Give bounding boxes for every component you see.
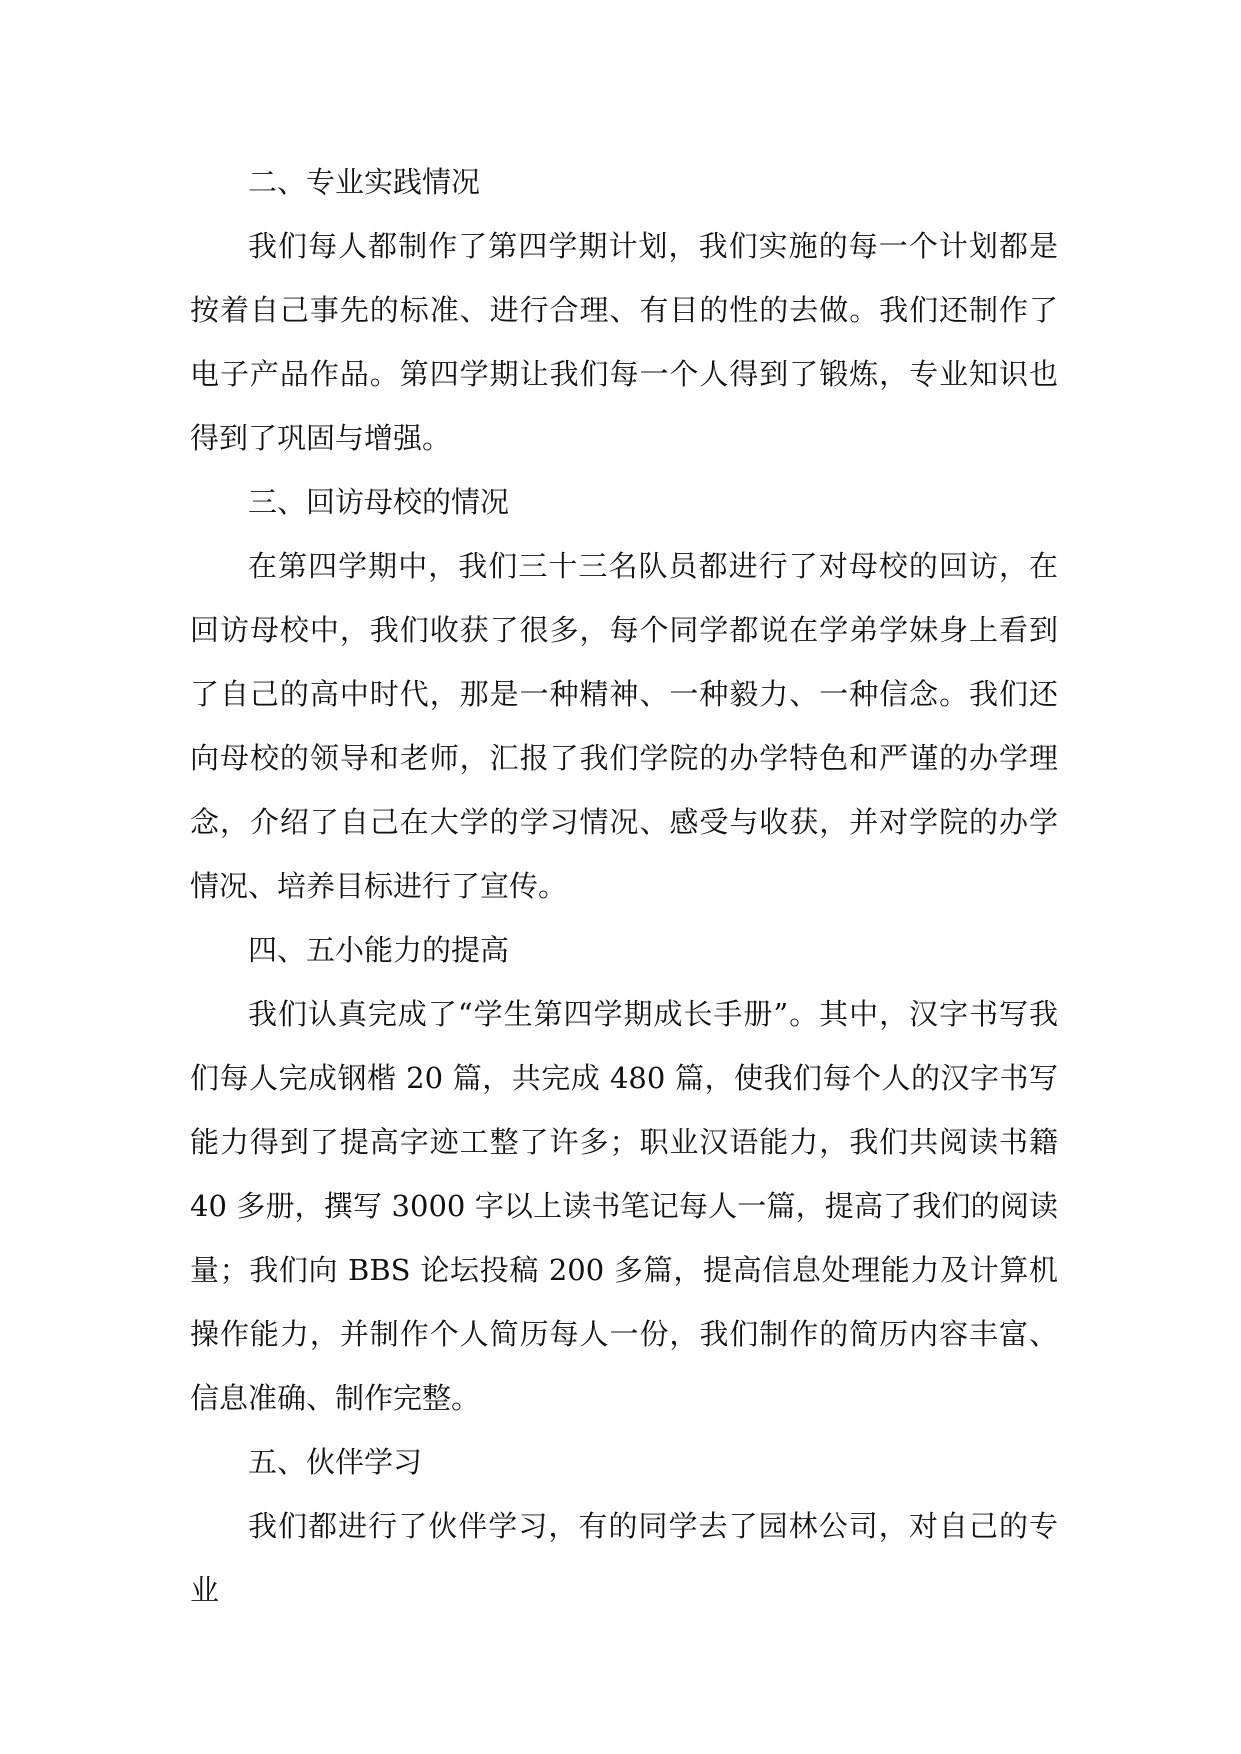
document-body [190,150,1058,1622]
section-heading-practice: 二、专业实践情况 [248,165,481,199]
section-paragraph-partner-learning: 我们都进行了伙伴学习，有的同学去了园林公司，对自己的专业 [190,1509,1058,1607]
section-paragraph-practice: 我们每人都制作了第四学期计划，我们实施的每一个计划都是按着自己事先的标准、进行合理、有目的性的去做。我们还制作了电子产品作品。第四学期让我们每一个人得到了锻炼，专业知识也得到了巩固与增强。 [190,229,1058,455]
section-paragraph-abilities: 我们认真完成了“学生第四学期成长手册”。其中，汉字书写我们每人完成钢楷 20 篇，共完成 480 篇，使我们每个人的汉字书写能力得到了提高字迹工整了许多；职业汉语能力，我们共阅读书籍 40 多册，撰写 3000 字以上读书笔记每人一篇，提高了我们的阅读量；我们向 BBS 论坛投稿 200 多篇，提高信息处理能力及计算机操作能力，并制作个人简历每人一份，我们制作的简历内容丰富、信息准确、制作完整。 [190,997,1058,1415]
section-paragraph-school-visit: 在第四学期中，我们三十三名队员都进行了对母校的回访，在回访母校中，我们收获了很多，每个同学都说在学弟学妹身上看到了自己的高中时代，那是一种精神、一种毅力、一种信念。我们还向母校的领导和老师，汇报了我们学院的办学特色和严谨的办学理念，介绍了自己在大学的学习情况、感受与收获，并对学院的办学情况、培养目标进行了宣传。 [190,549,1058,903]
section-heading-school-visit: 三、回访母校的情况 [248,485,510,519]
section-heading-abilities: 四、五小能力的提高 [248,933,510,967]
section-heading-partner-learning: 五、伙伴学习 [248,1445,423,1479]
